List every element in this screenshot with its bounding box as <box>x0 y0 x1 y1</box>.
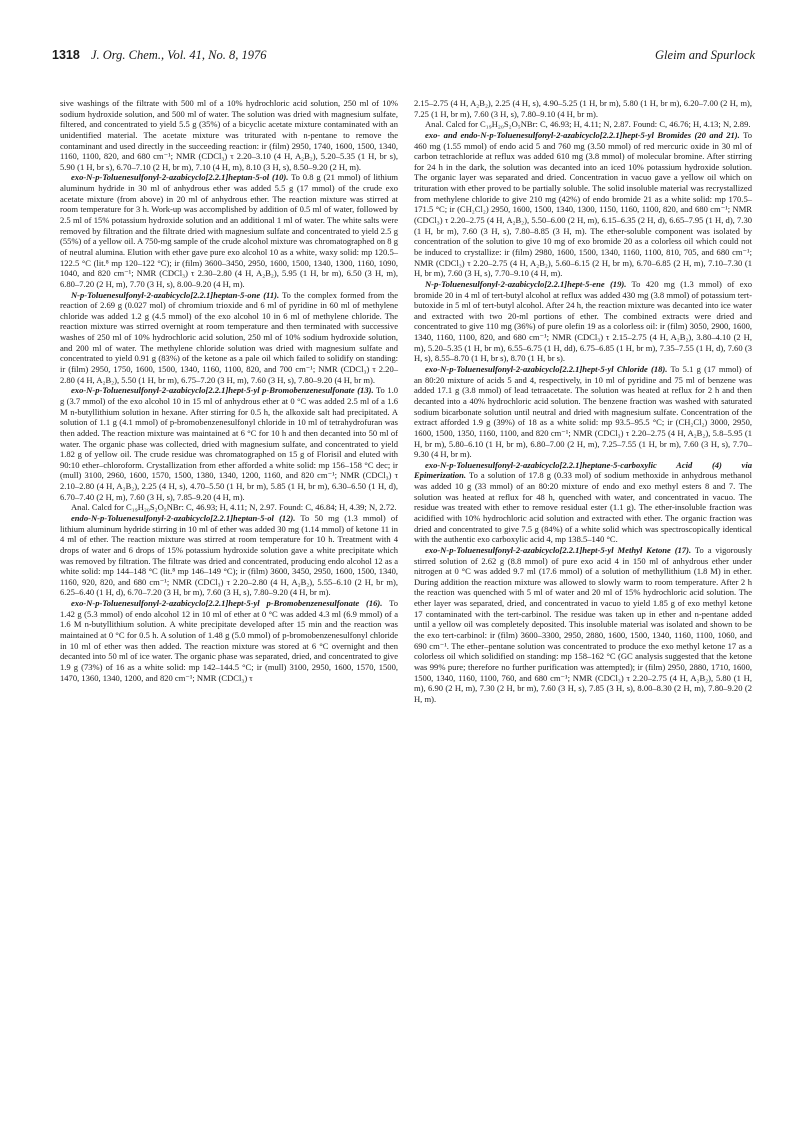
header-left <box>52 48 267 63</box>
paragraph-body: To 1.42 g (5.3 mmol) of endo alcohol 12 in 10 ml of ether at 0 °C was added 4.3 ml (6.9 mmol) of a 1.6 M n-butyllithium solution. A white precipitate developed after 15 min and the reaction was maintained at 0 °C for 0.5 h. A solution of 1.48 g (5.0 mmol) of p-bromobenzenesulfonyl chloride in 10 ml of ether was then added. The reaction mixture was stored at 6 °C overnight and then decanted into 50 ml of ice water. The organic phase was separated, dried, and concentrated to give 1.9 g (73%) of 16 as a white solid: mp 142–144.5 °C; ir (mull) 3100, 2950, 1600, 1570, 1500, 1470, 1360, 1340, 1200, and 820 cm⁻¹; NMR (CDCl₃) τ <box>60 598 399 683</box>
paragraph <box>60 502 398 513</box>
paragraph-body: Anal. Calcd for C₁₉H₂₀S₂O₅NBr: C, 46.93; H, 4.11; N, 2.87. Found: C, 46.76; H, 4.13; N, 2.89. <box>425 119 751 130</box>
paragraph <box>60 385 398 502</box>
paragraph-body: To a vigorously stirred solution of 2.62 g (8.8 mmol) of pure exo acid 4 in 150 ml of anhydrous ether under nitrogen at 0 °C was added 9.7 ml (17.6 mmol) of a solution of methyllithium (1.8 M) in ether. During addition the reaction mixture was allowed to slowly warm to room temperature. After 2 h the reaction was quenched with 5 ml of water and 20 ml of 15% hydrochloric acid solution. The ether layer was separated, dried, and concentrated in vacuo to yield 1.85 g of exo methyl ketone 17 contaminated with the tert-carbinol. The residue was taken up in ether and n-pentane added until a yellow oil was completely deposited. This insoluble material was isolated and shown to be the exo tert-carbinol: ir (film) 3600–3300, 2950, 2880, 1600, 1500, 1340, 1160, 1100, 1060, and 690 cm⁻¹. The ether–pentane solution was concentrated to produce the exo methyl ketone 17 as a colorless oil which solidified on standing: mp 158–162 °C (GC analysis suggested that the ketone was 99% pure; therefore no further purification was attempted); ir (film) 2950, 2880, 1710, 1600, 1500, 1340, 1160, 1100, 760, and 680 cm⁻¹; NMR (CDCl₃) τ 2.20–2.75 (4 H, A₂B₂), 5.80 (1 H, m), 6.90 (2 H, m), 7.30 (2 H, br m), 7.60 (3 H, s), 7.85 (3 H, s), 8.00–8.30 (2 H, m), 7.80–9.20 (2 H, m). <box>414 544 752 704</box>
paragraph <box>414 545 752 705</box>
paragraph-body: To 5.1 g (17 mmol) of an 80:20 mixture of acids 5 and 4, respectively, in 10 ml of pyridine and 75 ml of benzene was added 17.1 g (3.8 mmol) of lead tetraacetate. The solution was heated at reflux for 2 h and then decanted into a 40% hydrochloric acid solution. The benzene fraction was washed with saturated sodium bicarbonate solution until neutral and dried with magnesium sulfate. Concentration of the extract afforded 1.9 g (39%) of 18 as a white solid: mp 93.5–95.5 °C; ir (CH₂Cl₂) 3000, 2950, 1600, 1500, 1350, 1160, 1100, and 820 cm⁻¹; NMR (CDCl₃) τ 2.20–2.75 (4 H, A₂B₂), 5.8–5.95 (1 H, br m), 5.80–6.10 (1 H, br m), 6.80–7.00 (2 H, m), 7.25–7.55 (1 H, br m), 7.60 (3 H, s), 7.70–9.30 (4 H, br m). <box>414 364 752 460</box>
left-column <box>60 98 398 683</box>
paragraph-body: Anal. Calcd for C₁₉H₂₀S₂O₅NBr: C, 46.93; H, 4.11; N, 2.97. Found: C, 46.84; H, 4.39; N, 2.72. <box>71 502 397 513</box>
paragraph-body: To 460 mg (1.55 mmol) of endo acid 5 and 760 mg (3.50 mmol) of red mercuric oxide in 30 ml of carbon tetrachloride at reflux was added 610 mg (3.8 mmol) of molecular bromine. After stirring for 24 h in the dark, the solution was decanted into an iced 10% potassium hydroxide solution. The organic layer was separated and dried. Concentration in vacuo gave a yellow oil which on trituration with ether proved to be partially soluble. The solid insoluble material was recrystallized from methylene chloride to give 210 mg (42%) of endo bromide 21 as a white solid: mp 170.5–171.5 °C; ir (CH₂Cl₂) 2950, 1600, 1500, 1340, 1300, 1150, 1160, 1100, 820, and 680 cm⁻¹; NMR (CDCl₃) τ 2.20–2.75 (4 H, A₂B₂), 5.50–6.00 (2 H, m), 6.15–6.35 (2 H, d), 6.65–7.95 (1 H, d), 7.30 (1 H, br m), 7.60 (3 H, s), 7.80–8.85 (3 H, m). The ether-soluble component was isolated by concentration of the solution to give 10 mg of exo bromide 20 as a colorless oil which could not be induced to crystallize: ir (film) 2980, 1600, 1500, 1340, 1160, 1100, 810, 705, and 680 cm⁻¹; NMR (CDCl₃) τ 2.20–2.75 (4 H, A₂B₂), 5.60–6.15 (2 H, br m), 6.70–6.85 (2 H, m), 7.10–7.30 (1 H, br m), 7.60 (3 H, s), 7.70–9.10 (4 H, m). <box>414 129 752 279</box>
paragraph <box>60 598 398 683</box>
paragraph <box>414 119 752 130</box>
paragraph <box>414 364 752 460</box>
paragraph-title: exo-N-p-Toluenesulfonyl-2-azabicyclo[2.2.1]hept-5-yl p-Bromobenzenesulfonate (13). <box>71 385 374 396</box>
paragraph-body: 2.15–2.75 (4 H, A₂B₂), 2.25 (4 H, s), 4.90–5.25 (1 H, br m), 5.80 (1 H, br m), 6.20–7.00 (2 H, m), 7.25 (1 H, br m), 7.60 (3 H, s), 7.80–9.10 (4 H, br m). <box>414 98 752 119</box>
author-names: Gleim and Spurlock <box>655 48 755 62</box>
paragraph <box>60 290 398 386</box>
paragraph-body: sive washings of the filtrate with 500 ml of a 10% hydrochloric acid solution, 250 ml of 10% sodium hydroxide solution, and 500 ml of water. The solution was dried with magnesium sulfate, filtered, and concentrated to yield 5.5 g (35%) of a bicyclic acetate mixture contaminated with an unidentified material. The acetate mixture was triturated with n-pentane to remove the contaminant and used directly in the succeeding reaction: ir (film) 2950, 1740, 1600, 1500, 1340, 1160, 1100, 820, and 680 cm⁻¹; NMR (CDCl₃) τ 2.20–3.10 (4 H, A₂B₂), 5.20–5.35 (1 H, br s), 5.90 (1 H, br s), 6.70–7.10 (2 H, br m), 7.10 (4 H, m), 8.10 (3 H, s), 8.50–9.20 (2 H, m). <box>60 98 398 172</box>
paragraph-body: To 420 mg (1.3 mmol) of exo bromide 20 in 4 ml of tert-butyl alcohol at reflux was added 430 mg (3.8 mmol) of potassium tert-butoxide in 5 ml of tert-butyl alcohol. After 24 h, the reaction mixture was decanted into ice water and extracted with two 20-ml portions of ether. The combined extracts were dried and concentrated to give 110 mg (36%) of pure olefin 19 as a colorless oil: ir (film) 3050, 2900, 1600, 1340, 1160, 1100, 820, and 680 cm⁻¹; NMR (CDCl₃) τ 2.15–2.75 (4 H, A₂B₂), 3.80–4.10 (2 H, m), 5.20–5.35 (1 H, br m), 6.55–6.75 (1 H, dd), 6.75–6.85 (1 H, br m), 7.35–7.55 (1 H, d), 7.60 (3 H, s), 8.55–8.70 (1 H, br s), 8.70 (1 H, br s). <box>414 278 752 364</box>
paragraph <box>60 513 398 598</box>
paragraph-title: exo-N-p-Toluenesulfonyl-2-azabicyclo[2.2.1]hept-5-yl Methyl Ketone (17). <box>425 544 692 555</box>
page-number: 1318 <box>52 48 80 62</box>
paragraph-body: To a solution of 17.8 g (0.33 mol) of sodium methoxide in anhydrous methanol was added 10 g (33 mmol) of an 80:20 mixture of endo and exo methyl esters 8 and 7. The solution was heated at reflux for 48 h, quenched with water, and concentrated in vacuo. The residue was treated with ether to remove residual ester (1.1 g). The ether-insoluble fraction was acidified with 10% hydrochloric acid solution and extracted with ether. The organic fraction was dried and concentrated to give 7.5 g (84%) of a white solid which was spectroscopically identical with the authentic exo carboxylic acid 4, mp 138.5–140 °C. <box>414 470 753 545</box>
journal-citation: J. Org. Chem., Vol. 41, No. 8, 1976 <box>90 48 267 62</box>
paragraph <box>414 98 752 119</box>
paragraph-body: To the complex formed from the reaction of 2.69 g (0.027 mol) of chromium trioxide and 6 ml of pyridine in 60 ml of methylene chloride was added 1.2 g (4.5 mmol) of the exo alcohol 10 in 6 ml of methylene chloride. The reaction mixture was stirred overnight at room temperature and then terminated with successive washes of 250 ml of 10% hydrochloric acid solution, 250 ml of 10% sodium hydroxide solution, and 200 ml of water. The methylene chloride solution was dried with magnesium sulfate and concentrated to yield 0.91 g (83%) of the ketone as a pale oil which failed to solidify on standing: ir (film) 2950, 1750, 1600, 1500, 1340, 1160, 1100, 820, and 700 cm⁻¹; NMR (CDCl₃) τ 2.20–2.80 (4 H, A₂B₂), 5.50 (1 H, br m), 6.75–7.20 (3 H, m), 7.60 (3 H, s), 7.80–9.20 (4 H, br m). <box>60 289 398 385</box>
paragraph-title: N-p-Toluenesulfonyl-2-azabicyclo[2.2.1]hept-5-ene (19). <box>425 278 627 289</box>
paragraph-body: To 0.8 g (21 mmol) of lithium aluminum hydride in 30 ml of anhydrous ether was added 5.5 g (17 mmol) of the crude exo acetate mixture (from above) in 20 ml of anhydrous ether. The reaction mixture was stirred at room temperature for 3 h. Work-up was accomplished by addition of 0.5 ml of water, followed by 2.5 ml of 15% potassium hydroxide solution and an additional 1 ml of water. The white salts were removed by filtration and the filtrate dried with magnesium sulfate and concentrated to yield 2.5 g (55%) of a yellow oil. A 750-mg sample of the crude alcohol mixture was chromatographed on 8 g of neutral alumina. Elution with ether gave pure exo alcohol 10 as a white, waxy solid: mp 120.5–122.5 °C (lit.⁸ mp 120–122 °C); ir (film) 3600–3450, 2950, 1600, 1500, 1340, 1300, 1160, 1090, 1040, and 820 cm⁻¹; NMR (CDCl₃) τ 2.30–2.80 (4 H, A₂B₂), 5.95 (1 H, br m), 6.50 (3 H, m), 6.80–7.20 (2 H, m), 7.70 (3 H, s), 8.00–9.20 (4 H, m). <box>60 172 398 289</box>
paragraph-body: To 1.0 g (3.7 mmol) of the exo alcohol 10 in 15 ml of anhydrous ether at 0 °C was added 2.5 ml of a 1.6 M n-butyllithium solution in hexane. After stirring for 0.5 h, the alkoxide salt had precipitated. A solution of 1.1 g (4.1 mmol) of p-bromobenzenesulfonyl chloride in 10 ml of tetrahydrofuran was then added. The reaction mixture was maintained at 6 °C for 10 h and then decanted into 50 ml of water. The organic phase was collected, dried with magnesium sulfate, and concentrated to yield 1.82 g of yellow oil. The crude residue was chromatographed on 15 g of Florisil and eluted with 90:10 ether–chloroform. Crystallization from ether afforded a white solid: mp 156–158 °C dec; ir (mull) 3100, 2960, 1600, 1570, 1500, 1380, 1340, 1200, 1160, and 820 cm⁻¹; NMR (CDCl₃) τ 2.10–2.80 (4 H, A₂B₂), 2.25 (4 H, s), 4.70–5.50 (1 H, br m), 5.85 (1 H, br m), 6.30–6.50 (1 H, d), 6.70–7.40 (2 H, m), 7.60 (3 H, s), 7.85–9.20 (4 H, m). <box>60 385 399 502</box>
right-column <box>414 98 752 705</box>
paragraph <box>414 279 752 364</box>
paragraph-title: endo-N-p-Toluenesulfonyl-2-azabicyclo[2.2.1]heptan-5-ol (12). <box>71 512 296 523</box>
paragraph-body: To 50 mg (1.3 mmol) of lithium aluminum hydride stirring in 10 ml of ether was added 30 mg (1.14 mmol) of ketone 11 in 4 ml of ether. The reaction mixture was stirred at room temperature for 10 h. Treatment with 4 drops of water and 6 drops of 15% potassium hydroxide solution gave a white precipitate which was removed by filtration. The filtrate was dried and concentrated, producing endo alcohol 12 as a white solid: mp 144–148 °C (lit.⁸ mp 146–149 °C); ir (film) 3600, 3450, 2950, 1600, 1500, 1340, 1160, 920, 820, and 680 cm⁻¹; NMR (CDCl₃) τ 2.20–2.80 (4 H, A₂B₂), 5.55–6.10 (2 H, br m), 6.25–6.40 (1 H, d), 6.70–7.20 (3 H, br m), 7.60 (3 H, s), 7.80–9.20 (4 H, br m). <box>60 512 398 598</box>
paragraph-title: exo-N-p-Toluenesulfonyl-2-azabicyclo[2.2.1]heptan-5-ol (10). <box>71 172 289 183</box>
paragraph <box>414 130 752 279</box>
paragraph-title: N-p-Toluenesulfonyl-2-azabicyclo[2.2.1]heptan-5-one (11). <box>71 289 280 300</box>
paragraph-title: exo-N-p-Toluenesulfonyl-2-azabicyclo[2.2.1]hept-5-yl Chloride (18). <box>425 364 668 375</box>
paragraph <box>414 460 752 545</box>
running-header <box>52 48 755 68</box>
paragraph <box>60 98 398 172</box>
paragraph-title: exo- and endo-N-p-Toluenesulfonyl-2-azabicyclo[2.2.1]hept-5-yl Bromides (20 and 21). <box>425 129 740 140</box>
paragraph <box>60 172 398 289</box>
paragraph-title: exo-N-p-Toluenesulfonyl-2-azabicyclo[2.2.1]heptane-5-carboxylic Acid (4) via Epimerization. <box>414 459 752 481</box>
paragraph-title: exo-N-p-Toluenesulfonyl-2-azabicyclo[2.2.1]hept-5-yl p-Bromobenzenesulfonate (16). <box>71 598 383 609</box>
